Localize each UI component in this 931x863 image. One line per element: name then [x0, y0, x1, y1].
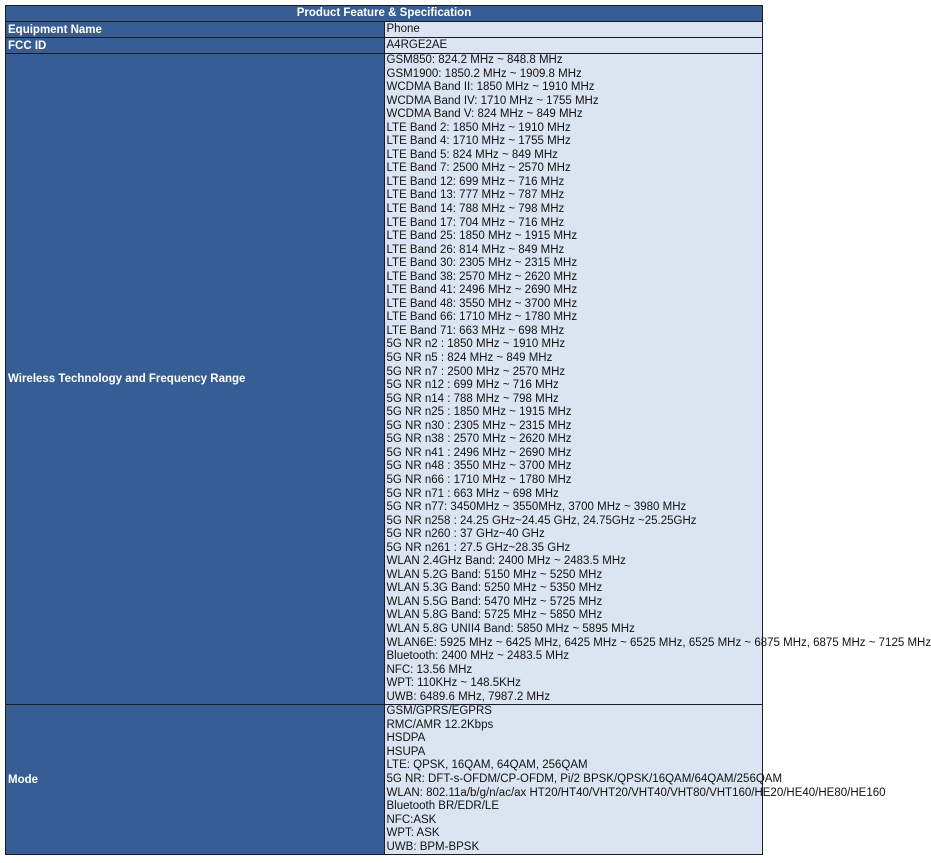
product-spec-table [5, 5, 931, 855]
list-item: UWB: BPM-BPSK [386, 840, 480, 853]
list-item: 5G NR n38 : 2570 MHz ~ 2620 MHz [386, 433, 572, 446]
list-item: Bluetooth: 2400 MHz ~ 2483.5 MHz [386, 650, 570, 663]
list-item: LTE Band 48: 3550 MHz ~ 3700 MHz [386, 297, 578, 310]
list-item: LTE Band 12: 699 MHz ~ 716 MHz [386, 175, 565, 188]
list-item: 5G NR n41 : 2496 MHz ~ 2690 MHz [386, 446, 572, 459]
list-item: 5G NR n71 : 663 MHz ~ 698 MHz [386, 487, 559, 500]
list-item: 5G NR n261 : 27.5 GHz~28.35 GHz [386, 541, 571, 554]
list-item: HSDPA [386, 732, 426, 745]
list-item: LTE Band 26: 814 MHz ~ 849 MHz [386, 243, 565, 256]
list-item: RMC/AMR 12.2Kbps [386, 718, 494, 731]
list-item: LTE Band 14: 788 MHz ~ 798 MHz [386, 203, 565, 216]
list-item: 5G NR n30 : 2305 MHz ~ 2315 MHz [386, 419, 572, 432]
list-item: GSM850: 824.2 MHz ~ 848.8 MHz [386, 54, 563, 66]
list-item: 5G NR: DFT-s-OFDM/CP-OFDM, Pi/2 BPSK/QPSK/16QAM/64QAM/256QAM [386, 772, 783, 785]
list-item: LTE Band 30: 2305 MHz ~ 2315 MHz [386, 257, 578, 270]
list-item: WLAN 5.3G Band: 5250 MHz ~ 5350 MHz [386, 582, 603, 595]
table-title: Product Feature & Specification [6, 6, 763, 22]
list-item: WLAN 5.8G Band: 5725 MHz ~ 5850 MHz [386, 609, 603, 622]
list-item: Bluetooth BR/EDR/LE [386, 800, 500, 813]
list-item: HSUPA [386, 745, 426, 758]
list-item: 5G NR n25 : 1850 MHz ~ 1915 MHz [386, 406, 572, 419]
list-item: WPT: 110KHz ~ 148.5KHz [386, 677, 521, 690]
list-item: 5G NR n260 : 37 GHz~40 GHz [386, 528, 545, 541]
equipment-name-value: Phone [384, 22, 763, 38]
table-row-mode [6, 705, 763, 855]
list-item: 5G NR n66 : 1710 MHz ~ 1780 MHz [386, 473, 572, 486]
list-item: WPT: ASK [386, 827, 440, 840]
fcc-id-value: A4RGE2AE [384, 38, 763, 54]
list-item: WCDMA Band II: 1850 MHz ~ 1910 MHz [386, 81, 595, 94]
mode-label: Mode [6, 705, 385, 855]
list-item: GSM/GPRS/EGPRS [386, 705, 492, 718]
list-item: LTE Band 71: 663 MHz ~ 698 MHz [386, 324, 565, 337]
list-item: LTE Band 41: 2496 MHz ~ 2690 MHz [386, 284, 578, 297]
list-item: LTE Band 2: 1850 MHz ~ 1910 MHz [386, 121, 571, 134]
list-item: NFC:ASK [386, 813, 437, 826]
wireless-frequency-list [384, 54, 931, 705]
list-item: 5G NR n7 : 2500 MHz ~ 2570 MHz [386, 365, 566, 378]
list-item: WLAN 5.2G Band: 5150 MHz ~ 5250 MHz [386, 568, 603, 581]
equipment-name-label: Equipment Name [6, 22, 385, 38]
list-item: LTE Band 4: 1710 MHz ~ 1755 MHz [386, 135, 571, 148]
list-item: WLAN 5.5G Band: 5470 MHz ~ 5725 MHz [386, 595, 603, 608]
list-item: WLAN 5.8G UNII4 Band: 5850 MHz ~ 5895 MHz [386, 622, 635, 635]
list-item: LTE: QPSK, 16QAM, 64QAM, 256QAM [386, 759, 588, 772]
wireless-technology-label: Wireless Technology and Frequency Range [6, 54, 385, 705]
list-item: UWB: 6489.6 MHz, 7987.2 MHz [386, 690, 551, 703]
list-item: NFC: 13.56 MHz [386, 663, 473, 676]
list-item: 5G NR n5 : 824 MHz ~ 849 MHz [386, 352, 553, 365]
list-item: GSM1900: 1850.2 MHz ~ 1909.8 MHz [386, 67, 582, 80]
list-item: WCDMA Band V: 824 MHz ~ 849 MHz [386, 108, 583, 121]
list-item: WLAN6E: 5925 MHz ~ 6425 MHz, 6425 MHz ~ 6525 MHz, 6525 MHz ~ 6875 MHz, 6875 MHz ~ 7125 MHz [386, 636, 931, 649]
list-item: 5G NR n77: 3450MHz ~ 3550MHz, 3700 MHz ~ 3980 MHz [386, 501, 687, 514]
list-item: WCDMA Band IV: 1710 MHz ~ 1755 MHz [386, 94, 599, 107]
fcc-id-label: FCC ID [6, 38, 385, 54]
list-item: LTE Band 7: 2500 MHz ~ 2570 MHz [386, 162, 571, 175]
mode-list [384, 705, 886, 855]
list-item: 5G NR n258 : 24.25 GHz~24.45 GHz, 24.75GHz ~25.25GHz [386, 514, 697, 527]
list-item: LTE Band 17: 704 MHz ~ 716 MHz [386, 216, 565, 229]
list-item: 5G NR n14 : 788 MHz ~ 798 MHz [386, 392, 559, 405]
table-row-wireless [6, 54, 763, 705]
list-item: LTE Band 66: 1710 MHz ~ 1780 MHz [386, 311, 578, 324]
list-item: 5G NR n48 : 3550 MHz ~ 3700 MHz [386, 460, 572, 473]
list-item: LTE Band 38: 2570 MHz ~ 2620 MHz [386, 270, 578, 283]
list-item: LTE Band 5: 824 MHz ~ 849 MHz [386, 148, 558, 161]
table-header-row [6, 6, 763, 22]
list-item: LTE Band 25: 1850 MHz ~ 1915 MHz [386, 230, 578, 243]
list-item: LTE Band 13: 777 MHz ~ 787 MHz [386, 189, 565, 202]
table-row-equipment-name [6, 22, 763, 38]
list-item: 5G NR n2 : 1850 MHz ~ 1910 MHz [386, 338, 566, 351]
list-item: WLAN 2.4GHz Band: 2400 MHz ~ 2483.5 MHz [386, 555, 626, 568]
list-item: 5G NR n12 : 699 MHz ~ 716 MHz [386, 379, 559, 392]
list-item: WLAN: 802.11a/b/g/n/ac/ax HT20/HT40/VHT20/VHT40/VHT80/VHT160/HE20/HE40/HE80/HE160 [386, 786, 886, 799]
table-row-fcc-id [6, 38, 763, 54]
